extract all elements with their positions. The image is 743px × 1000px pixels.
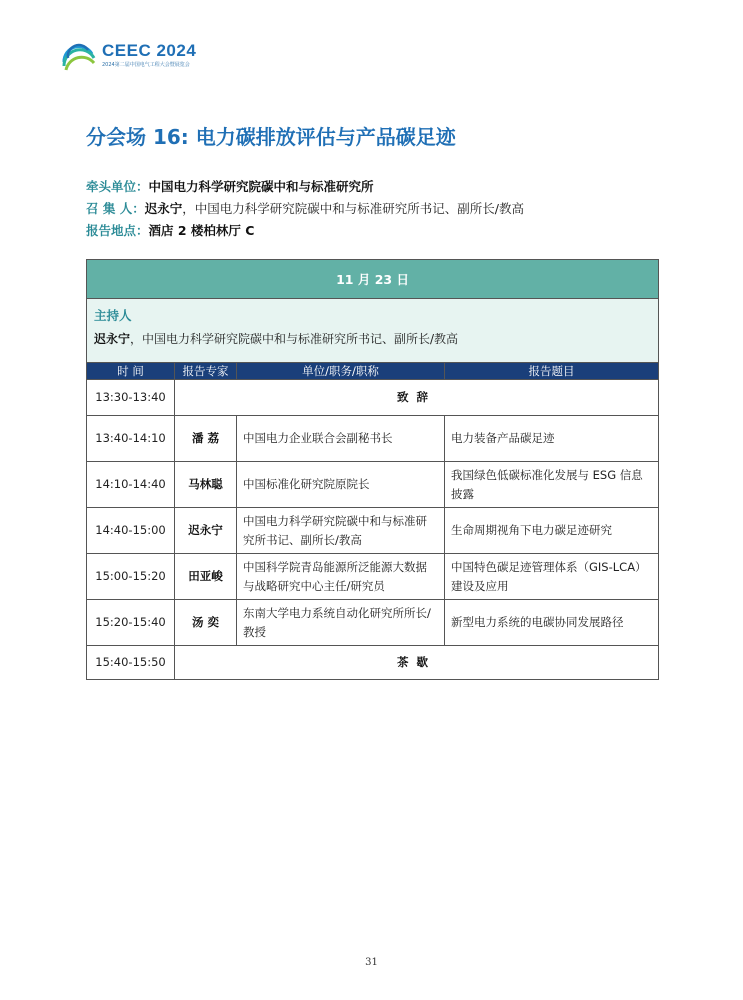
ceec-logo: [58, 36, 218, 80]
table-row: [87, 600, 659, 646]
organizer-label: 牵头单位：: [86, 179, 149, 194]
host-label: 主持人: [94, 308, 132, 323]
row-speaker: 田亚峻: [175, 554, 237, 600]
host-name: 迟永宁: [94, 332, 131, 346]
host-row: [87, 299, 659, 363]
row-topic: 生命周期视角下电力碳足迹研究: [445, 508, 659, 554]
venue-value: 酒店 2 楼柏林厅 C: [148, 223, 255, 238]
closing-time: 15:40-15:50: [87, 646, 175, 680]
table-row: [87, 554, 659, 600]
row-time: 15:00-15:20: [87, 554, 175, 600]
row-unit: 东南大学电力系统自动化研究所所长/教授: [237, 600, 445, 646]
table-row: [87, 508, 659, 554]
opening-time: 13:30-13:40: [87, 380, 175, 416]
row-time: 15:20-15:40: [87, 600, 175, 646]
row-unit: 中国标准化研究院原院长: [237, 462, 445, 508]
header-speaker: 报告专家: [175, 363, 237, 380]
page-number: 31: [365, 957, 378, 968]
host-info: [94, 330, 651, 347]
ceec-logo-icon: [58, 36, 98, 76]
logo-title: CEEC 2024: [102, 41, 197, 60]
header-unit: 单位/职务/职称: [237, 363, 445, 380]
row-speaker: 马林聪: [175, 462, 237, 508]
table-row: [87, 416, 659, 462]
date-row: [87, 260, 659, 299]
row-speaker: 汤 奕: [175, 600, 237, 646]
organizer-line: [86, 177, 374, 195]
convener-label: 召 集 人：: [86, 201, 145, 216]
closing-row: [87, 646, 659, 680]
date-cell: 11 月 23 日: [87, 260, 659, 299]
host-title: ，中国电力科学研究院碳中和与标准研究所书记、副所长/教高: [130, 332, 459, 346]
row-topic: 我国绿色低碳标准化发展与 ESG 信息披露: [445, 462, 659, 508]
row-speaker: 潘 荔: [175, 416, 237, 462]
logo-subtitle: 2024第二届中国电气工程大会暨展览会: [102, 62, 190, 68]
schedule-table: [86, 259, 659, 680]
organizer-value: 中国电力科学研究院碳中和与标准研究所: [148, 179, 374, 194]
row-topic: 新型电力系统的电碳协同发展路径: [445, 600, 659, 646]
table-header-row: [87, 363, 659, 380]
row-topic: 中国特色碳足迹管理体系（GIS-LCA）建设及应用: [445, 554, 659, 600]
closing-label: 茶歇: [175, 646, 659, 680]
row-unit: 中国电力科学研究院碳中和与标准研究所书记、副所长/教高: [237, 508, 445, 554]
session-title: 分会场 16: 电力碳排放评估与产品碳足迹: [86, 125, 456, 149]
row-unit: 中国科学院青岛能源所泛能源大数据与战略研究中心主任/研究员: [237, 554, 445, 600]
row-unit: 中国电力企业联合会副秘书长: [237, 416, 445, 462]
convener-name: 迟永宁: [144, 201, 183, 216]
row-time: 13:40-14:10: [87, 416, 175, 462]
header-time: 时 间: [87, 363, 175, 380]
row-topic: 电力装备产品碳足迹: [445, 416, 659, 462]
opening-label: 致辞: [175, 380, 659, 416]
host-cell: [87, 299, 659, 363]
header-topic: 报告题目: [445, 363, 659, 380]
venue-label: 报告地点：: [86, 223, 149, 238]
row-speaker: 迟永宁: [175, 508, 237, 554]
opening-row: [87, 380, 659, 416]
row-time: 14:40-15:00: [87, 508, 175, 554]
row-time: 14:10-14:40: [87, 462, 175, 508]
convener-line: [86, 199, 524, 217]
convener-title: ，中国电力科学研究院碳中和与标准研究所书记、副所长/教高: [182, 201, 524, 216]
venue-line: [86, 221, 254, 239]
table-row: [87, 462, 659, 508]
